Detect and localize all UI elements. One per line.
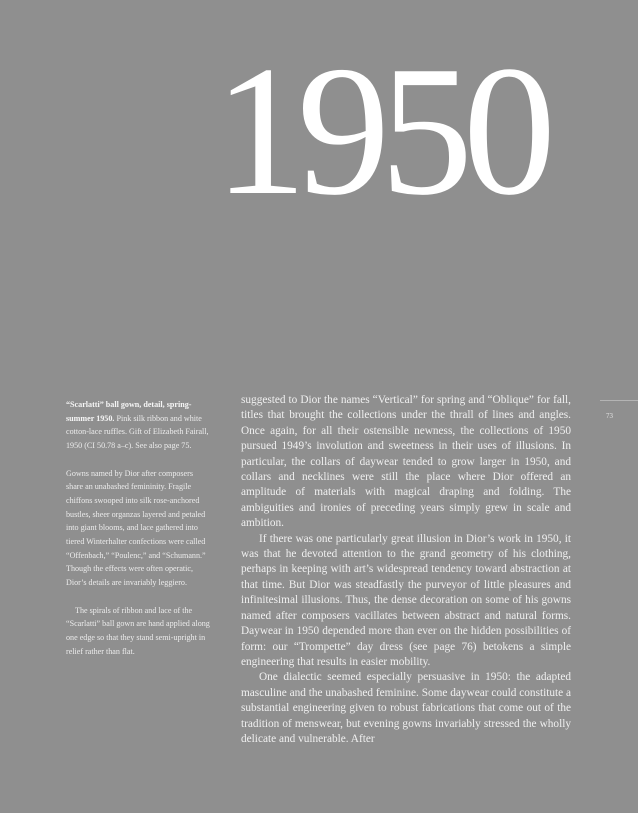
body-paragraph-3: One dialectic seemed especially persuasive in 1950: the adapted masculine and the unabashed feminine. Some daywear could constitute a substantial engineering given to robust fabrications that come out of the tradition of menswear, but evening gowns invariably stressed the wholly delicate and vulnerable. After [241,671,572,745]
margin-rule [600,400,638,401]
body-paragraph-2: If there was one particularly great illusion in Dior’s work in 1950, it was that he devoted attention to the grand geometry of his clothing, perhaps in keeping with art’s widespread tendency toward abstraction at that time. But Dior was steadfastly the purveyor of little pleasures and infinitesimal illusions. Thus, the dense decoration on some of his gowns named after composers vacillates between abstract and natural forms. Daywear in 1950 depended more than ever on the hidden possibilities of form: our “Trompette” day dress (see page 76) betokens a simple engineering that results in easier mobility. [241,532,571,668]
caption-lead [66,398,212,453]
chapter-year-heading: 1950 [214,28,546,234]
caption-lead-bold: “Scarlatti” ball gown, detail, spring-summer 1950. [66,400,192,423]
image-caption [66,398,212,672]
body-text [241,393,571,747]
body-paragraph-1: suggested to Dior the names “Vertical” for spring and “Oblique” for fall, titles that brought the collections under the thrall of lines and angles. Once again, for all their ostensible newness, the collections of 1950 pursued 1949’s involution and sweetness in their uses of illusions. In particular, the collars of daywear tended to grow larger in 1950, and collars and necklines were still the place where Dior offered an amplitude of materials with magical draping and folding. The ambiguities and ironies of preceding years simply grew in scale and ambition. [241,394,571,530]
page-number: 73 [606,412,613,420]
caption-lead-rest: Pink silk ribbon and white cotton-lace ruffles. Gift of Elizabeth Fairall, 1950 (CI 50.78 a–c). See also page 75. [66,413,209,451]
caption-paragraph-3: The spirals of ribbon and lace of the “Scarlatti” ball gown are hand applied along one edge so that they stand semi-upright in relief rather than flat. [66,605,210,656]
caption-paragraph-2: Gowns named by Dior after composers share an unabashed femininity. Fragile chiffons swooped into silk rose-anchored bustles, sheer organzas layered and petaled into giant blooms, and lace gathered into tiered Winterhalter confections were called “Offenbach,” “Poulenc,” and “Schumann.” Though the effects were often operatic, Dior’s details are invariably leggiero. [66,468,206,588]
